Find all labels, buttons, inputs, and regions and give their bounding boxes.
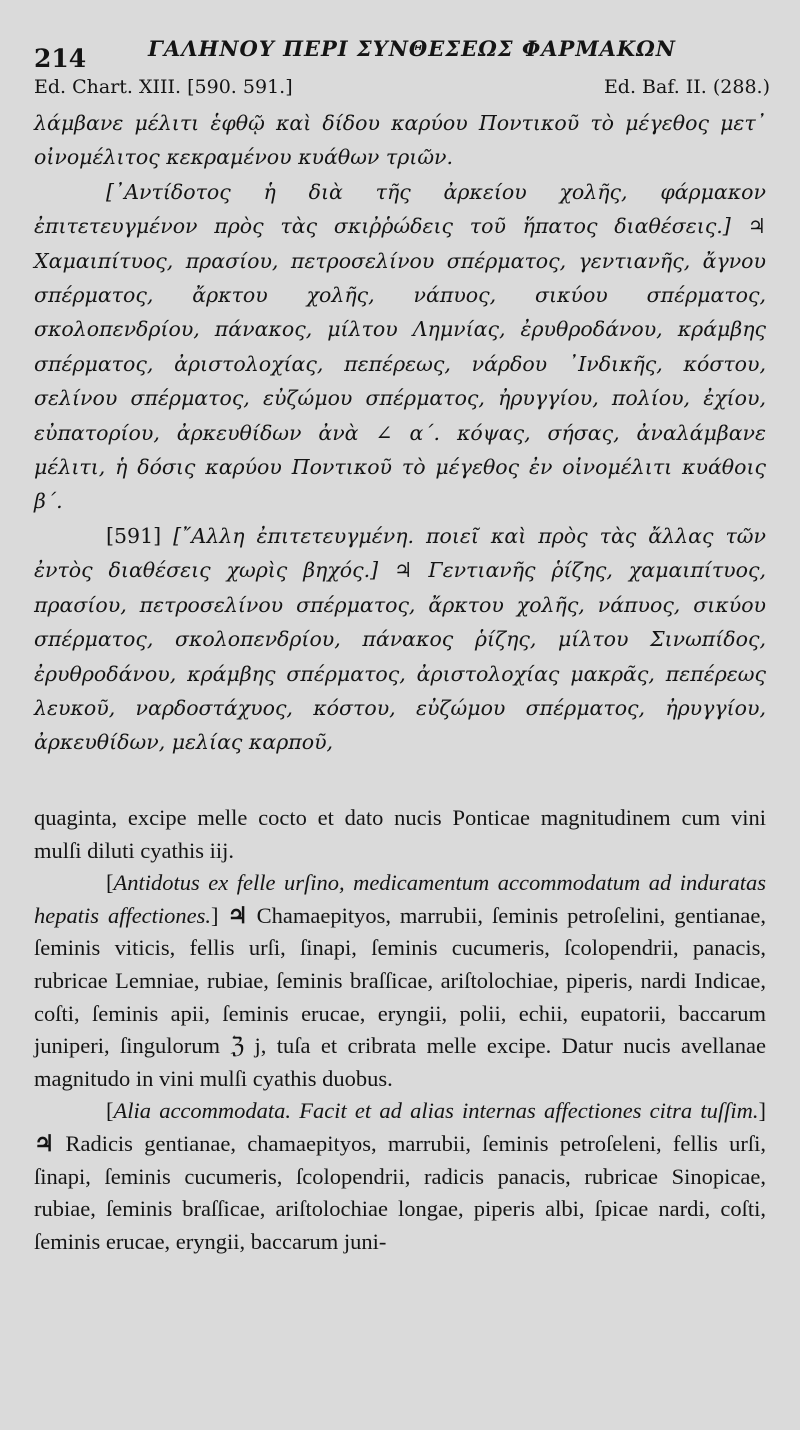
latin-text-block <box>34 802 766 1258</box>
recipe-symbol-icon: ♃ <box>747 214 766 239</box>
latin-ingredients-2: Radicis gentianae, chamaepityos, marrubii, ſeminis petroſeleni, fellis urſi, ſinapi, ſeminis cucumeris, ſcolopendrii, radicis panacis, rubricae Sinopicae, rubiae, ſeminis braſſicae, ariſtolochiae longae, piperis albi, ſpicae nardi, coſti, ſeminis erucae, eryngii, baccarum juni- <box>34 1130 767 1254</box>
greek-rubric-2: [῎Αλλη ἐπιτετευγμένη. ποιεῖ καὶ πρὸς τὰς ἄλλας τῶν ἐντὸς διαθέσεις χωρὶς βηχός.] <box>34 523 766 583</box>
latin-paragraph-2: [Antidotus ex felle urſino, medicamentum accommodatum ad induratas hepatis affectiones.] ♃ Chamaepityos, marrubii, ſeminis petroſelini, gentianae, ſeminis viticis, fellis urſi, ſinapi, ſeminis cucumeris, ſcolopendrii, panacis, rubricae Lemniae, rubiae, ſeminis braſſicae, ariſtolochiae, piperis, nardi Indicae, coſti, ſeminis apii, ſeminis erucae, eryngii, polii, echii, eupatorii, baccarum juniperi, ſingulorum ℨ j, tuſa et cribrata melle excipe. Datur nucis avellanae magnitudo in vini mulſi cyathis duobus. <box>34 870 767 1091</box>
greek-ingredients-2: Γεντιανῆς ῥίζης, χαμαιπίτυος, πρασίου, πετροσελίνου σπέρματος, ἄρκτου χολῆς, νάπυος, σικύου σπέρματος, σκολοπενδρίου, πάνακος ῥίζης, μίλτου Σινωπίδος, ἐρυθροδάνου, κράμβης σπέρματος, ἀριστολοχίας μακρᾶς, πεπέρεως λευκοῦ, ναρδοστάχυος, κόστου, εὐζώμου σπέρματος, ἠρυγγίου, ἀρκευθίδων, μελίας καρποῦ, <box>34 558 766 755</box>
greek-rubric-1: [᾽Αντίδοτος ἡ διὰ τῆς ἀρκείου χολῆς, φάρμακον ἐπιτετευγμένον πρὸς τὰς σκιῤῥώδεις τοῦ ἥπατος διαθέσεις.] <box>34 179 766 239</box>
recipe-symbol-icon: ♃ <box>34 1130 55 1156</box>
edition-references <box>34 76 770 104</box>
chartier-page-marker: [591] <box>106 523 162 548</box>
latin-paragraph-1: quaginta, excipe melle cocto et dato nucis Ponticae magnitudinem cum vini mulſi diluti cyathis iij. <box>34 805 766 863</box>
latin-paragraph-3: [Alia accommodata. Facit et ad alias internas affectiones citra tuſſim.] ♃ Radicis gentianae, chamaepityos, marrubii, ſeminis petroſeleni, fellis urſi, ſinapi, ſeminis cucumeris, ſcolopendrii, radicis panacis, rubricae Sinopicae, rubiae, ſeminis braſſicae, ariſtolochiae longae, piperis albi, ſpicae nardi, coſti, ſeminis erucae, eryngii, baccarum juni- <box>34 1098 767 1254</box>
latin-rubric-2: Alia accommodata. Facit et ad alias internas affectiones citra tuſſim. <box>113 1098 759 1124</box>
greek-text-block <box>34 106 766 760</box>
latin-rubric-1: Antidotus ex felle urſino, medicamentum accommodatum ad induratas hepatis affectiones. <box>34 870 766 928</box>
greek-paragraph-2 <box>34 175 766 519</box>
recipe-symbol-icon: ♃ <box>394 558 413 583</box>
edition-basel: Ed. Baf. II. (288.) <box>603 76 770 98</box>
recipe-symbol-icon: ♃ <box>227 902 248 928</box>
page-header <box>28 30 772 73</box>
greek-ingredients-1: Χαμαιπίτυος, πρασίου, πετροσελίνου σπέρματος, γεντιανῆς, ἄγνου σπέρματος, ἄρκτου χολῆς, νάπυος, σικύου σπέρματος, σκολοπενδρίου, πάνακος, μίλτου Λημνίας, ἐρυθροδάνου, κράμβης σπέρματος, ἀριστολοχίας, πεπέρεως, νάρδου ᾽Ινδικῆς, κόστου, σελίνου σπέρματος, εὐζώμου σπέρματος, ἠρυγγίου, πολίου, ἐχίου, εὐπατορίου, ἀρκευθίδων ἀνὰ ∠ α΄. κόψας, σήσας, ἀναλάμβανε μέλιτι, ἡ δόσις καρύου Ποντικοῦ τὸ μέγεθος ἐν οἰνομέλιτι κυάθοις β΄. <box>34 248 766 514</box>
greek-paragraph-1: λάμβανε μέλιτι ἑφθῷ καὶ δίδου καρύου Ποντικοῦ τὸ μέγεθος μετ᾽ οἰνομέλιτος κεκραμένου κυάθων τριῶν. <box>34 111 766 170</box>
page-number: 214 <box>34 44 87 73</box>
greek-paragraph-3 <box>34 519 766 760</box>
running-title: ΓΑΛΗΝΟΥ ΠΕΡΙ ΣΥΝΘΕΣΕΩΣ ΦΑΡΜΑΚΩΝ <box>148 36 676 61</box>
edition-chartier: Ed. Chart. XIII. [590. 591.] <box>34 76 293 98</box>
latin-ingredients-1: Chamaepityos, marrubii, ſeminis petroſelini, gentianae, ſeminis viticis, fellis urſi, ſinapi, ſeminis cucumeris, ſcolopendrii, panacis, rubricae Lemniae, rubiae, ſeminis braſſicae, ariſtolochiae, piperis, nardi Indicae, coſti, ſeminis apii, ſeminis erucae, eryngii, polii, echii, eupatorii, baccarum juniperi, ſingulorum ℨ j, tuſa et cribrata melle excipe. Datur nucis avellanae magnitudo in vini mulſi cyathis duobus. <box>34 902 767 1091</box>
